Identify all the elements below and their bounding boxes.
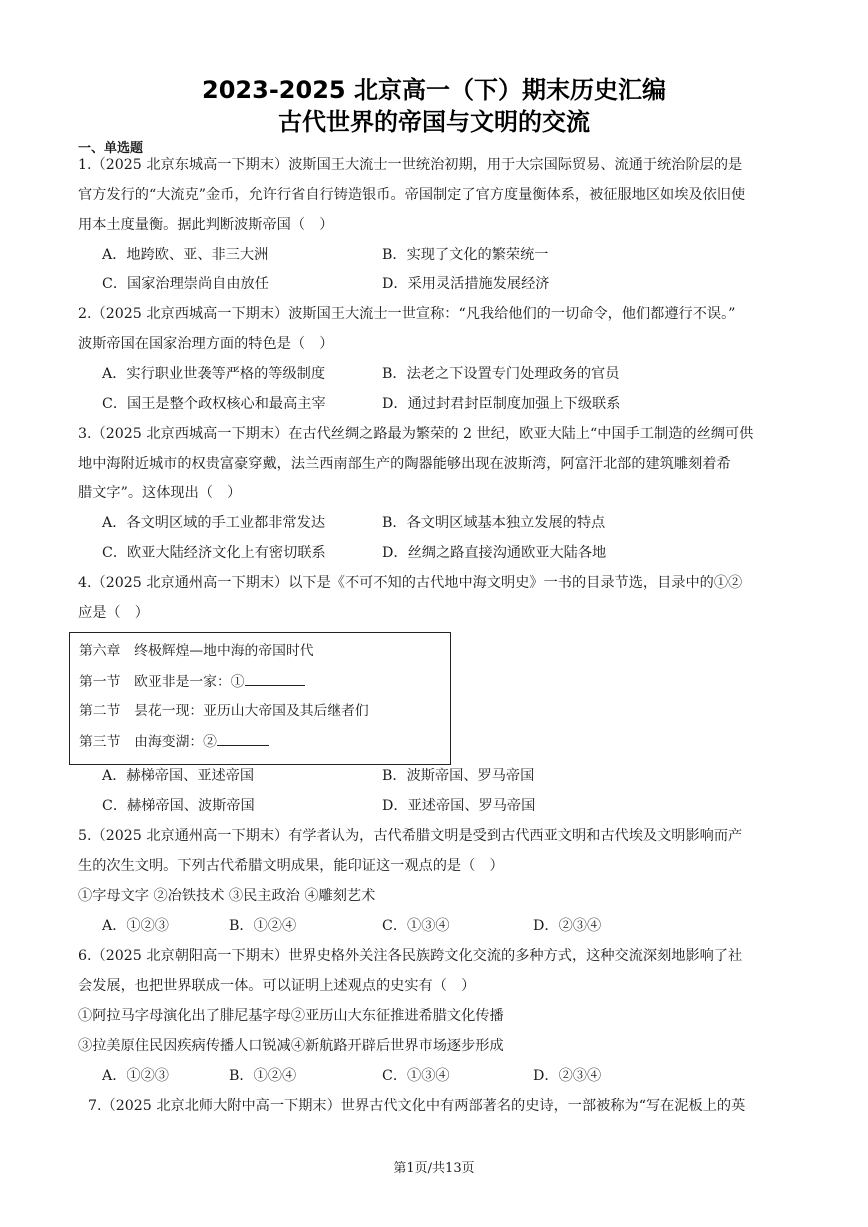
q1-stem-line: 官方发行的“大流克”金币，允许行省自行铸造银币。帝国制定了官方度量衡体系，被征服地区如埃及依旧使 — [78, 187, 746, 203]
q2-stem-line: 波斯帝国在国家治理方面的特色是（ ） — [78, 336, 334, 352]
q5-option-d: D．②③④ — [533, 918, 602, 934]
q1-stem-line: 1.（2025 北京东城高一下期末）波斯国王大流士一世统治初期，用于大宗国际贸易、流通于统治阶层的是 — [78, 157, 743, 173]
q5-stem-line: 生的次生文明。下列古代希腊文明成果，能印证这一观点的是（ ） — [78, 858, 504, 874]
q2-option-a: A．实行职业世袭等严格的等级制度 — [102, 366, 326, 382]
q2-option-c: C．国王是整个政权核心和最高主宰 — [102, 396, 326, 412]
q6-stem-line: 会发展，也把世界联成一体。可以证明上述观点的史实有（ ） — [78, 978, 476, 994]
q6-option-d: D．②③④ — [533, 1068, 602, 1084]
section-heading: 一、单选题 — [78, 141, 144, 156]
q3-option-c: C．欧亚大陆经济文化上有密切联系 — [102, 545, 326, 561]
q3-option-a: A．各文明区域的手工业都非常发达 — [102, 515, 326, 531]
q4-option-a: A．赫梯帝国、亚述帝国 — [102, 768, 255, 784]
fill-blank-1 — [245, 671, 305, 686]
toc-chapter: 第六章 终极辉煌—地中海的帝国时代 — [79, 643, 314, 659]
toc-section-2: 第二节 昙花一现：亚历山大帝国及其后继者们 — [79, 703, 369, 719]
q3-stem-line: 地中海附近城市的权贵富豪穿戴，法兰西南部生产的陶器能够出现在波斯湾，阿富汗北部的建筑雕刻着希 — [78, 456, 731, 472]
q4-option-d: D．亚述帝国、罗马帝国 — [382, 798, 536, 814]
q5-option-b: B．①②④ — [229, 918, 297, 934]
toc-section-1-text: 第一节 欧亚非是一家：① — [79, 674, 245, 690]
toc-section-3-text: 第三节 由海变湖：② — [79, 734, 217, 750]
q7-stem-line: 7.（2025 北京北师大附中高一下期末）世界古代文化中有两部著名的史诗，一部被称为“写在泥板上的英 — [88, 1098, 746, 1114]
toc-section-3 — [79, 731, 269, 752]
doc-title-line1: 2023-2025 北京高一（下）期末历史汇编 — [202, 76, 666, 104]
q4-option-b: B．波斯帝国、罗马帝国 — [382, 768, 535, 784]
q3-option-b: B．各文明区域基本独立发展的特点 — [382, 515, 606, 531]
q6-item-line: ③拉美原住民因疾病传播人口锐减④新航路开辟后世界市场逐步形成 — [78, 1038, 504, 1054]
q3-stem-line: 腊文字”。这体现出（ ） — [78, 485, 242, 501]
q3-option-d: D．丝绸之路直接沟通欧亚大陆各地 — [382, 545, 607, 561]
q2-stem-line: 2.（2025 北京西城高一下期末）波斯国王大流士一世宣称：“凡我给他们的一切命令，他们都遵行不误。” — [78, 306, 736, 322]
toc-section-1 — [79, 671, 305, 692]
q5-option-a: A．①②③ — [102, 918, 169, 934]
q6-option-a: A．①②③ — [102, 1068, 169, 1084]
q1-option-b: B．实现了文化的繁荣统一 — [382, 247, 549, 263]
q6-stem-line: 6.（2025 北京朝阳高一下期末）世界史格外关注各民族跨文化交流的多种方式，这种交流深刻地影响了社 — [78, 948, 743, 964]
q4-option-c: C．赫梯帝国、波斯帝国 — [102, 798, 255, 814]
q1-option-d: D．采用灵活措施发展经济 — [382, 276, 550, 292]
q6-item-line: ①阿拉马字母演化出了腓尼基字母②亚历山大东征推进希腊文化传播 — [78, 1008, 504, 1024]
q6-option-c: C．①③④ — [382, 1068, 450, 1084]
page-footer: 第1页/共13页 — [393, 1161, 475, 1176]
fill-blank-2 — [217, 731, 269, 746]
q6-option-b: B．①②④ — [229, 1068, 297, 1084]
q4-stem-line: 应是（ ） — [78, 605, 149, 621]
q3-stem-line: 3.（2025 北京西城高一下期末）在古代丝绸之路最为繁荣的 2 世纪，欧亚大陆上“中国手工制造的丝绸可供 — [78, 426, 754, 442]
doc-title-line2: 古代世界的帝国与文明的交流 — [278, 108, 590, 136]
q2-option-d: D．通过封君封臣制度加强上下级联系 — [382, 396, 621, 412]
q1-option-a: A．地跨欧、亚、非三大洲 — [102, 247, 269, 263]
q1-stem-line: 用本土度量衡。据此判断波斯帝国（ ） — [78, 217, 334, 233]
q5-stem-line: 5.（2025 北京通州高一下期末）有学者认为，古代希腊文明是受到古代西亚文明和古代埃及文明影响而产 — [78, 828, 743, 844]
q4-stem-line: 4.（2025 北京通州高一下期末）以下是《不可不知的古代地中海文明史》一书的目录节选，目录中的①② — [78, 575, 743, 591]
table-of-contents-box — [69, 632, 451, 765]
q2-option-b: B．法老之下设置专门处理政务的官员 — [382, 366, 620, 382]
q1-option-c: C．国家治理崇尚自由放任 — [102, 276, 269, 292]
q5-items: ①字母文字 ②冶铁技术 ③民主政治 ④雕刻艺术 — [78, 888, 376, 904]
q5-option-c: C．①③④ — [382, 918, 450, 934]
